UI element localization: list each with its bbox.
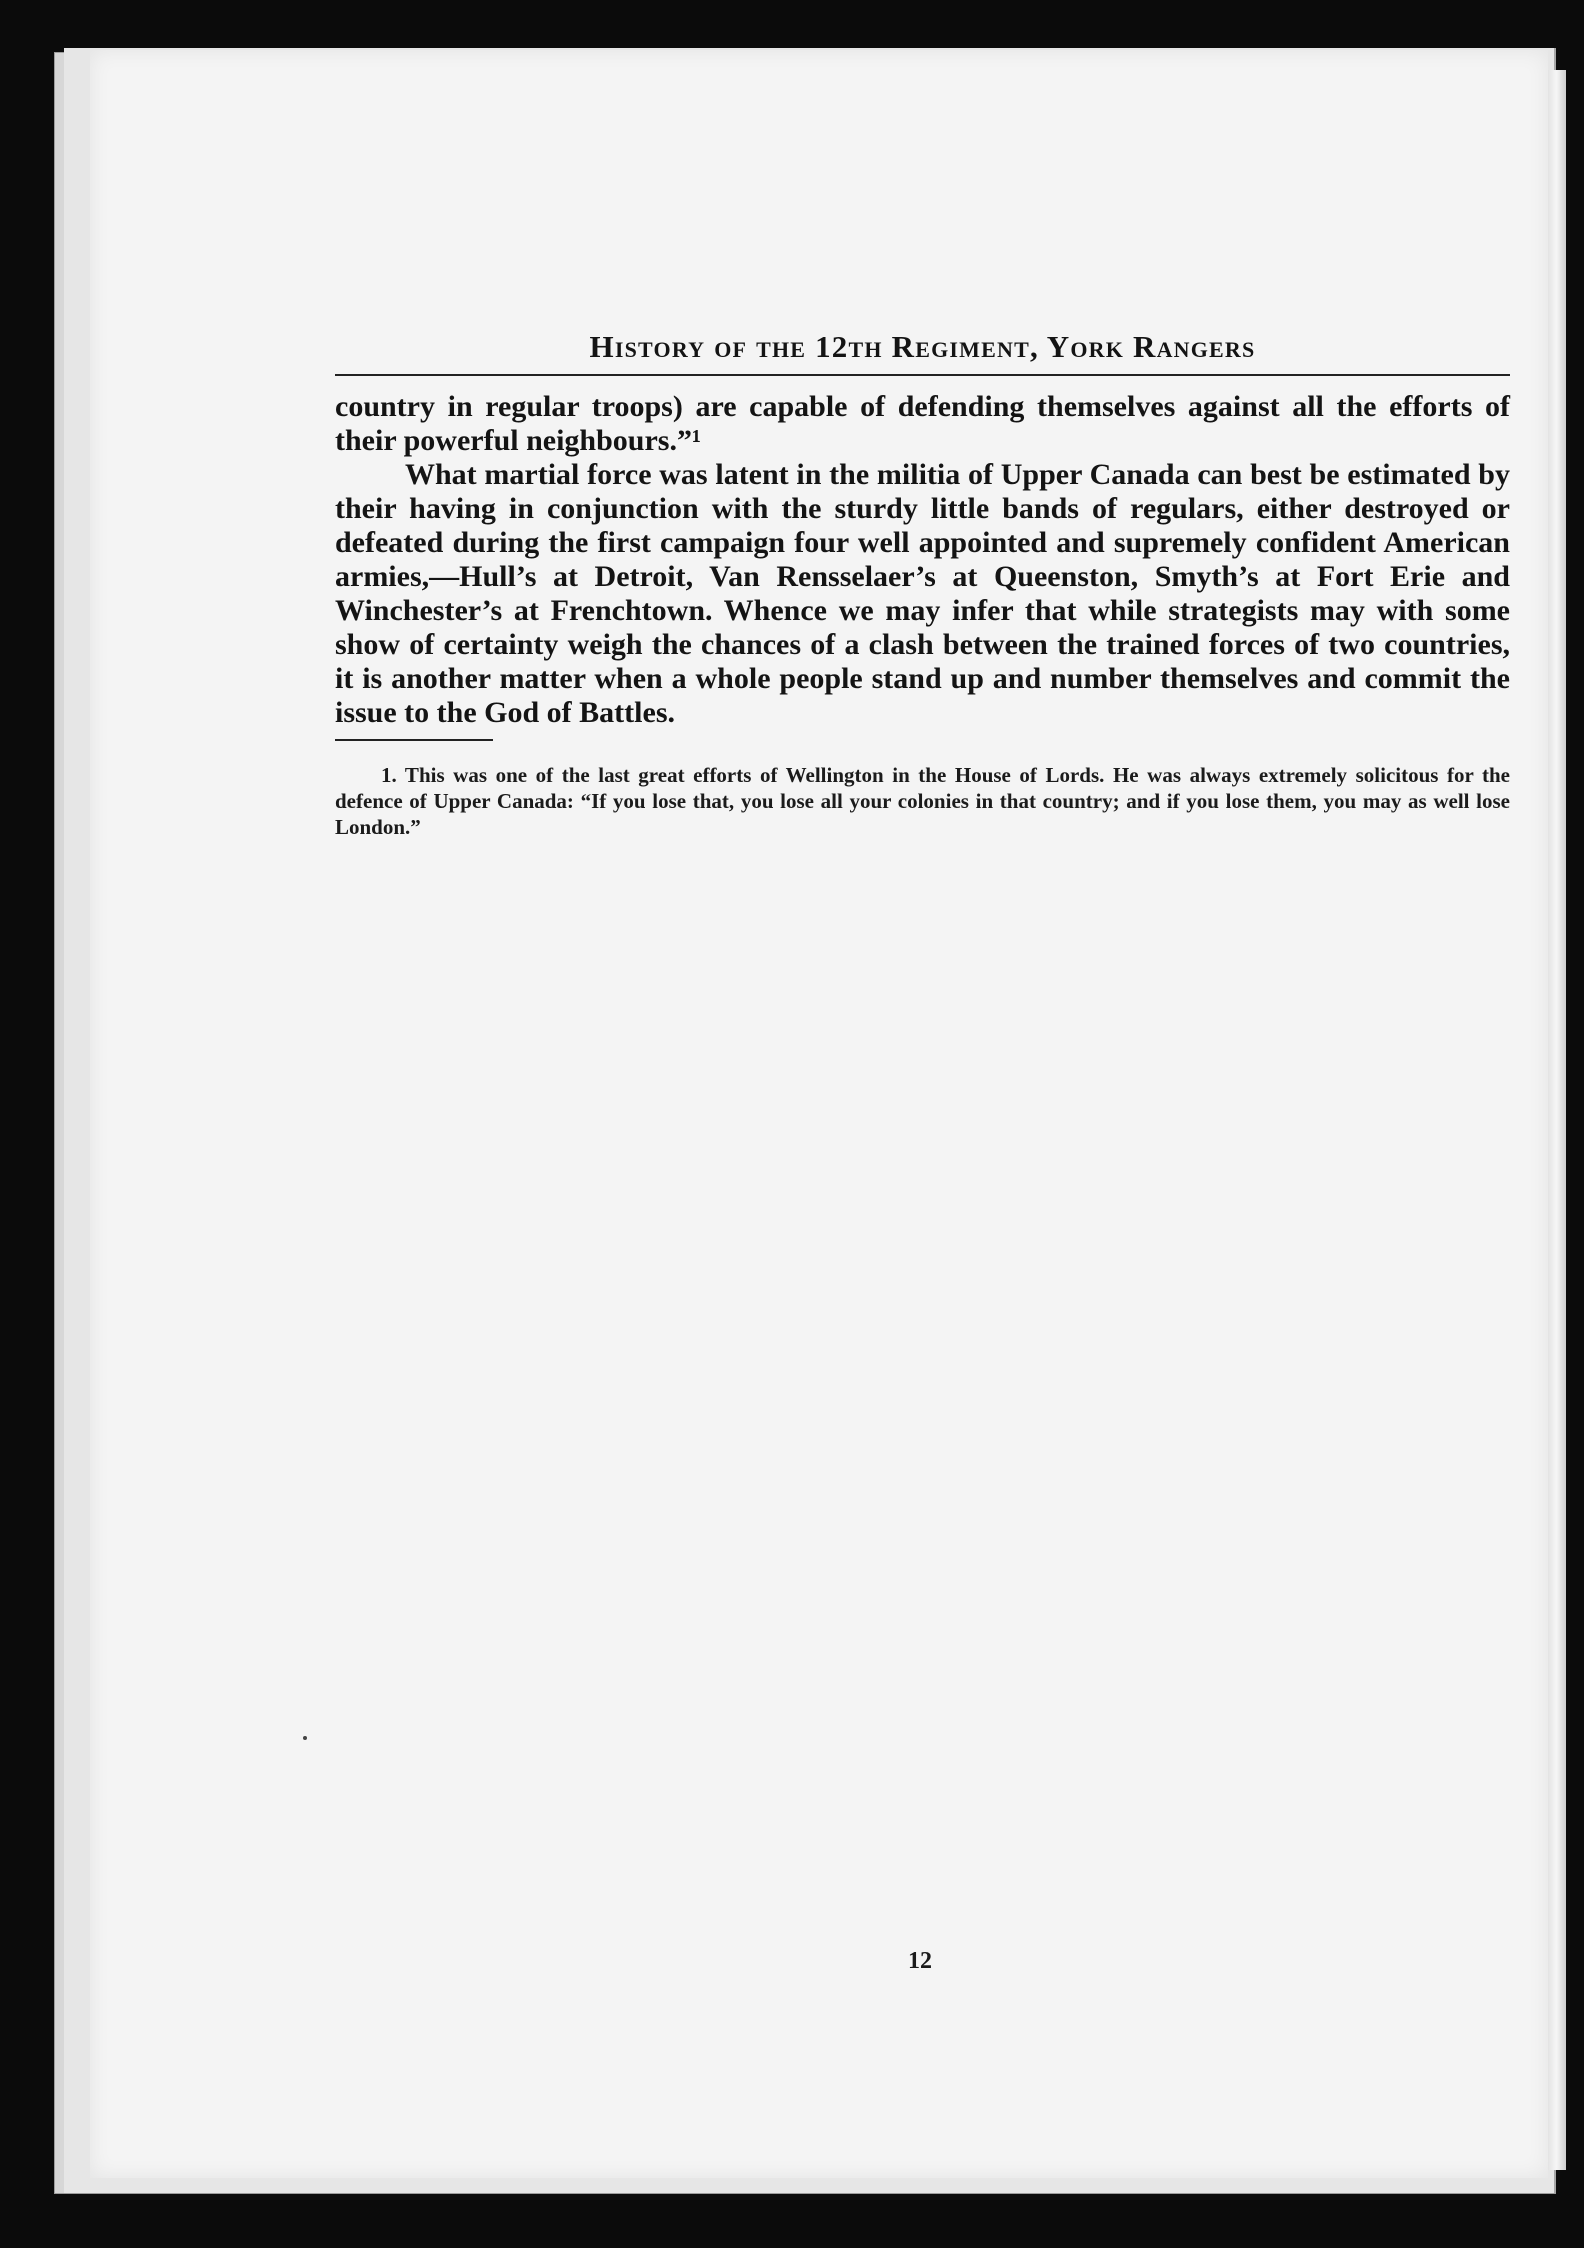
page-content: [335, 330, 1510, 861]
footnote-rule: [335, 739, 493, 741]
page-number: 12: [908, 1948, 932, 1974]
document-page: [90, 50, 1548, 2178]
body-text: [335, 390, 1510, 730]
paragraph-2: What martial force was latent in the militia of Upper Canada can best be estimated by their having in conjunction with the sturdy little bands of regulars, either destroyed or defeated during the first campaign four well appointed and supremely confident American armies,—Hull’s at Detroit, Van Rensselaer’s at Queenston, Smyth’s at Fort Erie and Winchester’s at Frenchtown. Whence we may infer that while strategists may with some show of certainty weigh the chances of a clash between the trained forces of two countries, it is another matter when a whole people stand up and number themselves and commit the issue to the God of Battles.: [335, 458, 1510, 730]
paragraph-1: country in regular troops) are capable of defending themselves against all the efforts of their powerful neighbours.”¹: [335, 390, 1510, 458]
smudge-dot: [303, 1736, 307, 1740]
running-head: History of the 12th Regiment, York Rangers: [589, 329, 1256, 364]
footnote: 1. This was one of the last great efforts of Wellington in the House of Lords. He was always extremely solicitous for the defence of Upper Canada: “If you lose that, you lose all your colonies in that country; and if you lose them, you may as well lose London.”: [335, 763, 1510, 840]
header-rule: [335, 374, 1510, 376]
